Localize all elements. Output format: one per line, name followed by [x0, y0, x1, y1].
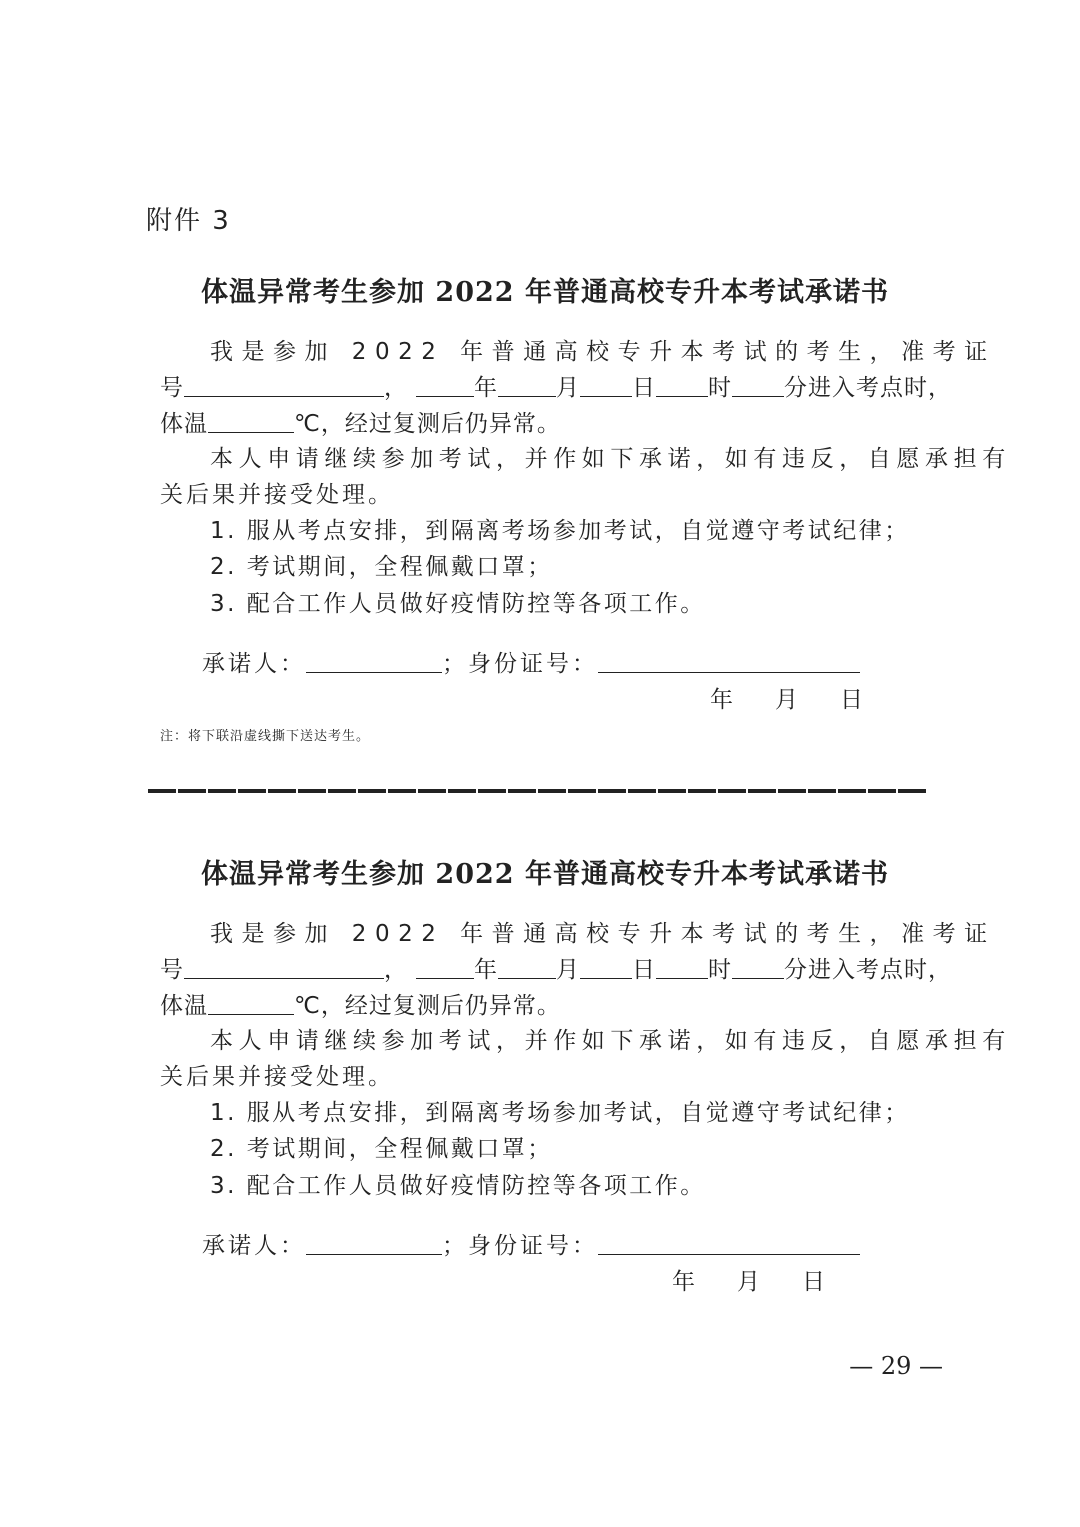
- temp-suffix: ℃，经过复测后仍异常。: [294, 411, 561, 437]
- form-1-item-3: 3. 配合工作人员做好疫情防控等各项工作。: [210, 591, 706, 617]
- day-label: 日: [632, 375, 656, 401]
- year-blank[interactable]: [416, 374, 474, 397]
- attachment-label: 附件 3: [146, 206, 231, 236]
- form-2-para2-line2: 关后果并接受处理。: [160, 1064, 394, 1090]
- form-2-item-3: 3. 配合工作人员做好疫情防控等各项工作。: [210, 1173, 706, 1199]
- year-label: 年: [474, 375, 498, 401]
- form-1-item-1: 1. 服从考点安排，到隔离考场参加考试，自觉遵守考试纪律；: [210, 518, 910, 544]
- date-day: 日: [840, 687, 863, 713]
- form-2-title: 体温异常考生参加 2022 年普通高校专升本考试承诺书: [201, 859, 889, 890]
- hour-blank[interactable]: [656, 374, 708, 397]
- form-2-temp-line: [160, 987, 561, 1020]
- id-number-blank[interactable]: [598, 650, 860, 673]
- temperature-blank[interactable]: [208, 410, 294, 433]
- temperature-blank[interactable]: [208, 992, 294, 1015]
- comma: ，: [384, 957, 408, 983]
- form-1-date: [710, 681, 863, 714]
- day-label: 日: [632, 957, 656, 983]
- form-1-id-time-line: [160, 369, 952, 402]
- date-year: 年: [672, 1269, 695, 1295]
- date-month: 月: [775, 687, 798, 713]
- date-month: 月: [737, 1269, 760, 1295]
- month-blank[interactable]: [498, 956, 556, 979]
- year-blank[interactable]: [416, 956, 474, 979]
- semicolon: ；: [442, 651, 468, 677]
- hour-label: 时: [708, 957, 732, 983]
- temp-prefix: 体温: [160, 411, 208, 437]
- day-blank[interactable]: [580, 956, 632, 979]
- date-year: 年: [710, 687, 733, 713]
- form-1-title: 体温异常考生参加 2022 年普通高校专升本考试承诺书: [201, 277, 889, 308]
- form-2-id-time-line: [160, 951, 952, 984]
- signer-blank[interactable]: [306, 650, 442, 673]
- form-2-item-1: 1. 服从考点安排，到隔离考场参加考试，自觉遵守考试纪律；: [210, 1100, 910, 1126]
- exam-id-blank[interactable]: [184, 374, 384, 397]
- form-2-date: [672, 1263, 825, 1296]
- minute-suffix: 分进入考点时，: [784, 957, 952, 983]
- month-label: 月: [556, 375, 580, 401]
- tear-line: [148, 789, 928, 793]
- form-2-para1: 我是参加 2022 年普通高校专升本考试的考生，准考证: [210, 921, 996, 947]
- id-prefix: 号: [160, 375, 184, 401]
- date-day: 日: [802, 1269, 825, 1295]
- form-2-item-2: 2. 考试期间，全程佩戴口罩；: [210, 1136, 553, 1162]
- form-1-temp-line: [160, 405, 561, 438]
- hour-blank[interactable]: [656, 956, 708, 979]
- comma: ，: [384, 375, 408, 401]
- id-number-blank[interactable]: [598, 1232, 860, 1255]
- signer-label: 承诺人：: [202, 651, 306, 677]
- year-label: 年: [474, 957, 498, 983]
- form-1-para2-line1: 本人申请继续参加考试，并作如下承诺，如有违反，自愿承担有: [210, 446, 1011, 472]
- form-2-signature-line: [202, 1227, 860, 1260]
- minute-blank[interactable]: [732, 374, 784, 397]
- id-number-label: 身份证号：: [468, 1233, 598, 1259]
- month-label: 月: [556, 957, 580, 983]
- minute-suffix: 分进入考点时，: [784, 375, 952, 401]
- exam-id-blank[interactable]: [184, 956, 384, 979]
- minute-blank[interactable]: [732, 956, 784, 979]
- form-1-item-2: 2. 考试期间，全程佩戴口罩；: [210, 554, 553, 580]
- tear-note: 注：将下联沿虚线撕下送达考生。: [160, 729, 371, 744]
- temp-prefix: 体温: [160, 993, 208, 1019]
- page-number: — 29 —: [849, 1352, 943, 1380]
- signer-blank[interactable]: [306, 1232, 442, 1255]
- temp-suffix: ℃，经过复测后仍异常。: [294, 993, 561, 1019]
- signer-label: 承诺人：: [202, 1233, 306, 1259]
- id-prefix: 号: [160, 957, 184, 983]
- id-number-label: 身份证号：: [468, 651, 598, 677]
- form-1-para1: 我是参加 2022 年普通高校专升本考试的考生，准考证: [210, 339, 996, 365]
- semicolon: ；: [442, 1233, 468, 1259]
- form-2-para2-line1: 本人申请继续参加考试，并作如下承诺，如有违反，自愿承担有: [210, 1028, 1011, 1054]
- form-1-signature-line: [202, 645, 860, 678]
- day-blank[interactable]: [580, 374, 632, 397]
- hour-label: 时: [708, 375, 732, 401]
- form-1-para2-line2: 关后果并接受处理。: [160, 482, 394, 508]
- month-blank[interactable]: [498, 374, 556, 397]
